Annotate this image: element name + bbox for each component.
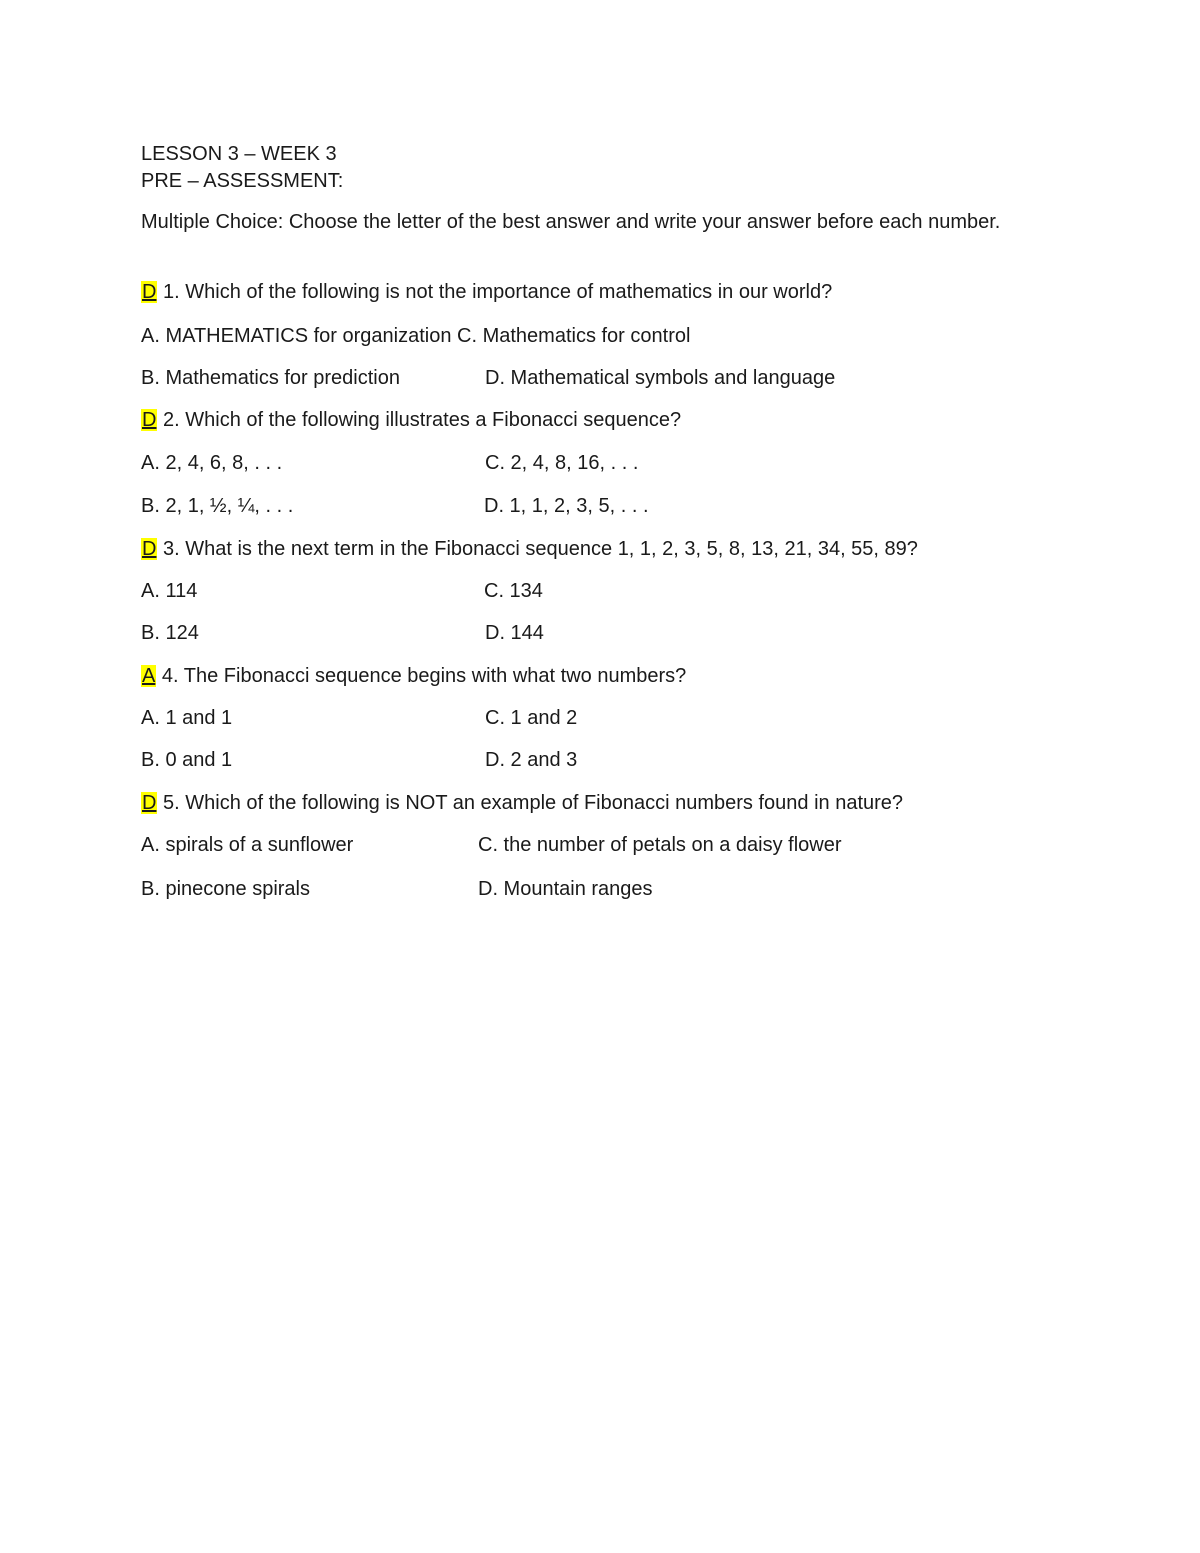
q1-option-b: B. Mathematics for prediction xyxy=(141,367,400,389)
q3-option-d: D. 144 xyxy=(485,622,544,644)
q3-option-c: C. 134 xyxy=(484,580,543,602)
lesson-heading: LESSON 3 – WEEK 3 xyxy=(141,143,337,165)
answer-mark-3: D xyxy=(142,538,157,560)
answer-mark-5: D xyxy=(142,792,157,814)
answer-mark-1: D xyxy=(142,281,157,303)
q3-option-b: B. 124 xyxy=(141,622,199,644)
q2-option-a: A. 2, 4, 6, 8, . . . xyxy=(141,452,283,474)
question-2 xyxy=(141,408,681,432)
q3-option-a: A. 114 xyxy=(141,580,198,602)
question-2-text: 2. Which of the following illustrates a Fibonacci sequence? xyxy=(157,409,682,431)
question-5 xyxy=(141,791,903,815)
q5-option-a: A. spirals of a sunflower xyxy=(141,834,354,856)
question-1-text: 1. Which of the following is not the importance of mathematics in our world? xyxy=(157,281,833,303)
question-3-text: 3. What is the next term in the Fibonacci sequence 1, 1, 2, 3, 5, 8, 13, 21, 34, 55, 89? xyxy=(157,538,918,560)
q2-option-d: D. 1, 1, 2, 3, 5, . . . xyxy=(484,495,649,517)
answer-mark-2: D xyxy=(142,409,157,431)
question-4 xyxy=(141,664,686,688)
q5-option-c: C. the number of petals on a daisy flower xyxy=(478,834,842,856)
question-4-text: 4. The Fibonacci sequence begins with what two numbers? xyxy=(156,665,687,687)
answer-mark-4: A xyxy=(142,665,156,687)
q1-option-a: A. MATHEMATICS for organization C. Mathematics for control xyxy=(141,325,691,347)
q4-option-d: D. 2 and 3 xyxy=(485,749,578,771)
question-1 xyxy=(141,280,832,304)
q2-option-b: B. 2, 1, ½, ¼, . . . xyxy=(141,495,294,517)
q5-option-b: B. pinecone spirals xyxy=(141,878,310,900)
instructions-text: Multiple Choice: Choose the letter of the best answer and write your answer before each number. xyxy=(141,211,1001,233)
q5-option-d: D. Mountain ranges xyxy=(478,878,653,900)
q1-option-d: D. Mathematical symbols and language xyxy=(485,367,836,389)
q4-option-b: B. 0 and 1 xyxy=(141,749,233,771)
q4-option-a: A. 1 and 1 xyxy=(141,707,233,729)
assessment-heading: PRE – ASSESSMENT: xyxy=(141,170,344,192)
q2-option-c: C. 2, 4, 8, 16, . . . xyxy=(485,452,639,474)
question-5-text: 5. Which of the following is NOT an example of Fibonacci numbers found in nature? xyxy=(157,792,904,814)
q4-option-c: C. 1 and 2 xyxy=(485,707,578,729)
question-3 xyxy=(141,537,918,561)
